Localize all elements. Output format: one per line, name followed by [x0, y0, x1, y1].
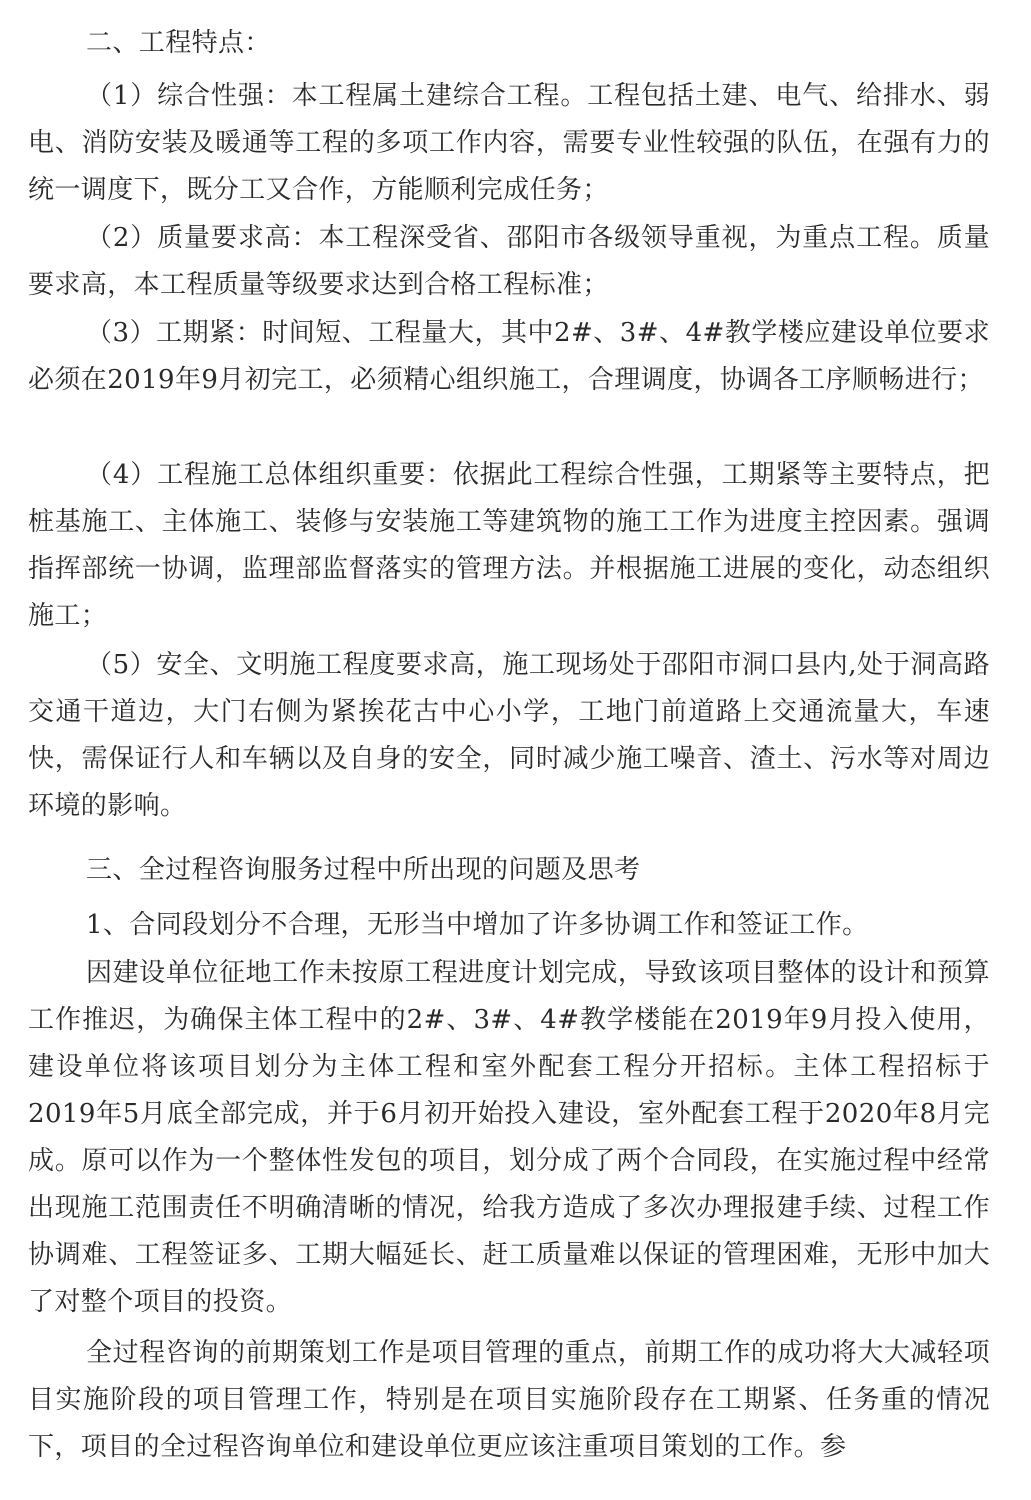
- paragraph-feature-4: （4）工程施工总体组织重要：依据此工程综合性强，工期紧等主要特点，把桩基施工、主体施工、装修与安装施工等建筑物的施工工作为进度主控因素。强调指挥部统一协调，监理部监督落实的管理方法。并根据施工进展的变化，动态组织施工；: [28, 460, 990, 631]
- subheading-contract-division: 1、合同段划分不合理，无形当中增加了许多协调工作和签证工作。: [86, 910, 869, 940]
- section-heading-problems: 三、全过程咨询服务过程中所出现的问题及思考: [86, 855, 641, 885]
- paragraph-feature-2: （2）质量要求高：本工程深受省、邵阳市各级领导重视，为重点工程。质量要求高，本工程质量等级要求达到合格工程标准；: [28, 223, 990, 300]
- paragraph-problem-1: 因建设单位征地工作未按原工程进度计划完成，导致该项目整体的设计和预算工作推迟，为确保主体工程中的2#、3#、4#教学楼能在2019年9月投入使用，建设单位将该项目划分为主体工程和室外配套工程分开招标。主体工程招标于2019年5月底全部完成，并于6月初开始投入建设，室外配套工程于2020年8月完成。原可以作为一个整体性发包的项目，划分成了两个合同段，在实施过程中经常出现施工范围责任不明确清晰的情况，给我方造成了多次办理报建手续、过程工作协调难、工程签证多、工期大幅延长、赶工质量难以保证的管理困难，无形中加大了对整个项目的投资。: [28, 958, 990, 1317]
- paragraph-feature-3: （3）工期紧：时间短、工程量大，其中2#、3#、4#教学楼应建设单位要求必须在2019年9月初完工，必须精心组织施工，合理调度，协调各工序顺畅进行；: [28, 318, 990, 395]
- paragraph-feature-1: （1）综合性强：本工程属土建综合工程。工程包括土建、电气、给排水、弱电、消防安装及暖通等工程的多项工作内容，需要专业性较强的队伍，在强有力的统一调度下，既分工又合作，方能顺利完成任务；: [28, 81, 990, 205]
- paragraph-problem-2: 全过程咨询的前期策划工作是项目管理的重点，前期工作的成功将大大减轻项目实施阶段的项目管理工作，特别是在项目实施阶段存在工期紧、任务重的情况下，项目的全过程咨询单位和建设单位更应该注重项目策划的工作。参: [28, 1338, 990, 1462]
- paragraph-feature-5: （5）安全、文明施工程度要求高，施工现场处于邵阳市洞口县内,处于洞高路交通干道边，大门右侧为紧挨花古中心小学，工地门前道路上交通流量大，车速快，需保证行人和车辆以及自身的安全，同时减少施工噪音、渣土、污水等对周边环境的影响。: [28, 650, 990, 821]
- section-heading-features: 二、工程特点：: [86, 28, 271, 58]
